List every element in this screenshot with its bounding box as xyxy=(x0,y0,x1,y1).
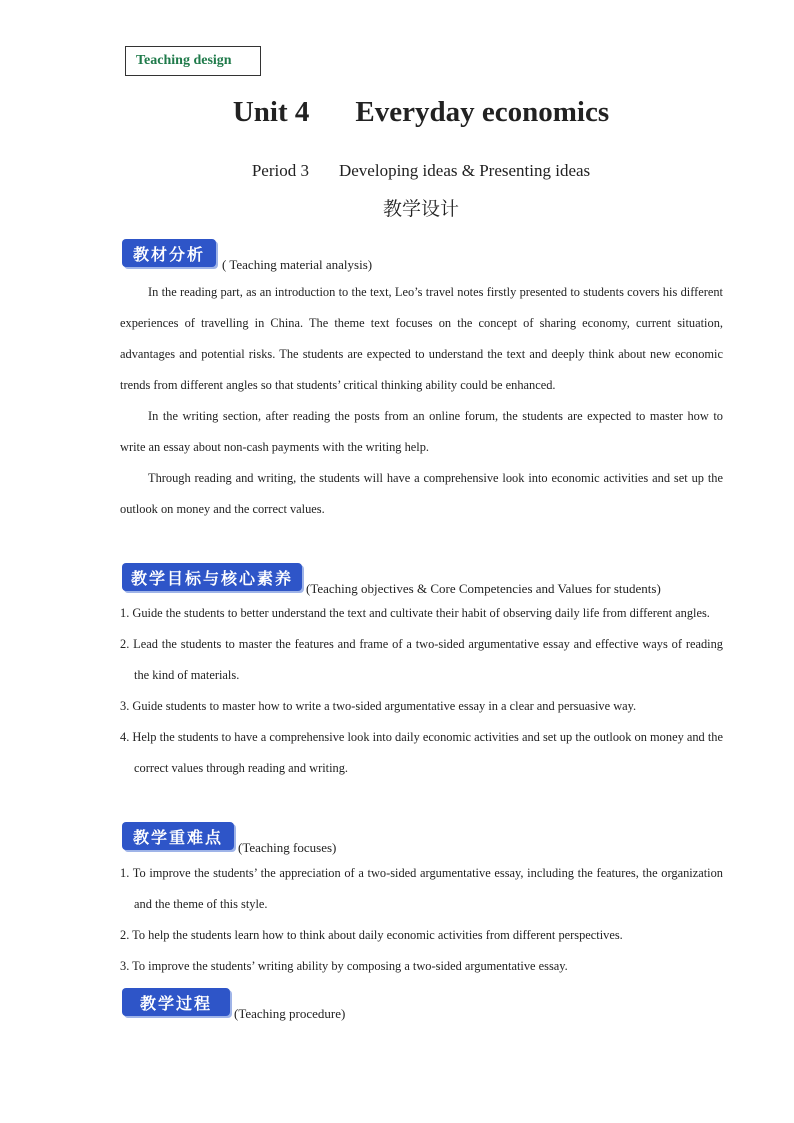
subtitle-period: Period 3 xyxy=(251,161,309,180)
list-item: 2. Lead the students to master the features and frame of a two-sided argumentative essay and effective ways of reading the kind of materials. xyxy=(120,637,723,682)
subtitle-topic: Developing ideas & Presenting ideas xyxy=(338,161,591,180)
list-item: 4. Help the students to have a comprehensive look into daily economic activities and set up the outlook on money and the correct values through reading and writing. xyxy=(120,730,723,775)
material-analysis-badge: 教材分析 xyxy=(122,239,216,267)
list-item: 1. To improve the students’ the appreciation of a two-sided argumentative essay, including the features, the organization and the theme of this style. xyxy=(120,866,723,911)
header-tag xyxy=(125,46,261,76)
objectives-badge: 教学目标与核心素养 xyxy=(122,563,302,591)
procedure-label: (Teaching procedure) xyxy=(234,1006,346,1021)
title-topic: Everyday economics xyxy=(355,96,610,128)
header-tag-text: Teaching design xyxy=(136,53,232,68)
subtitle xyxy=(0,161,794,181)
title-unit: Unit 4 xyxy=(232,96,310,128)
material-analysis-body xyxy=(120,277,723,525)
material-analysis-label: ( Teaching material analysis) xyxy=(222,257,373,272)
focuses-list xyxy=(120,858,723,982)
procedure-badge: 教学过程 xyxy=(122,988,230,1016)
focuses-badge: 教学重难点 xyxy=(122,822,234,850)
list-item: 2. To help the students learn how to think about daily economic activities from different perspectives. xyxy=(120,928,623,942)
paragraph: Through reading and writing, the students will have a comprehensive look into economic activities and set up the outlook on money and the correct values. xyxy=(120,471,723,516)
objectives-label: (Teaching objectives & Core Competencies and Values for students) xyxy=(306,581,661,596)
page-title xyxy=(0,96,794,129)
list-item: 1. Guide the students to better understand the text and cultivate their habit of observing daily life from different angles. xyxy=(120,606,710,620)
paragraph: In the reading part, as an introduction to the text, Leo’s travel notes firstly presented to students covers his different experiences of travelling in China. The theme text focuses on the concept of sharing economy, current situation, advantages and potential risks. The students are expected to understand the text and deeply think about new economic trends from different angles so that students’ critical thinking ability could be enhanced. xyxy=(120,285,723,392)
paragraph: In the writing section, after reading the posts from an online forum, the students are expected to master how to write an essay about non-cash payments with the writing help. xyxy=(120,409,723,454)
list-item: 3. Guide students to master how to write a two-sided argumentative essay in a clear and persuasive way. xyxy=(120,699,637,713)
objectives-list xyxy=(120,598,723,784)
chinese-title: 教学设计 xyxy=(382,198,459,220)
list-item: 3. To improve the students’ writing ability by composing a two-sided argumentative essay. xyxy=(120,959,568,973)
focuses-label: (Teaching focuses) xyxy=(238,840,337,855)
